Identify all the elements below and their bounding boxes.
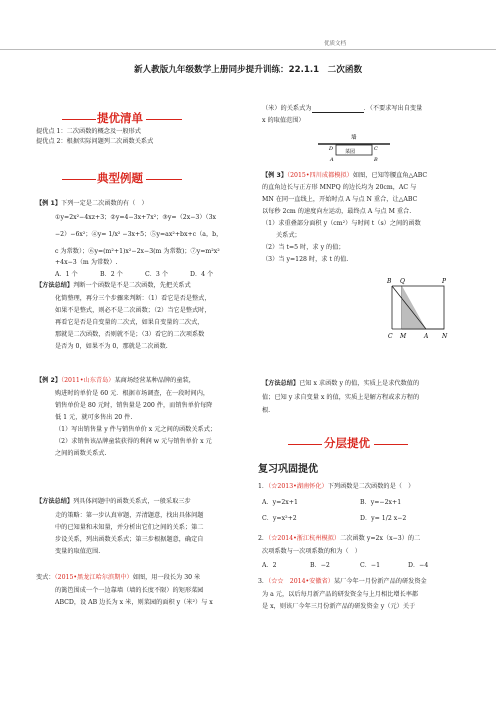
q1-option-d[interactable]: D．y= 1/2 x−2 <box>360 515 407 522</box>
example-1-line-2: −2）−6x²；④y= 1/x² −3x+5；⑤y=ax²+bx+c（a，b， <box>55 231 223 238</box>
garden-figure <box>318 132 390 162</box>
example-3-line: 如图，已知等腰直角△ABC <box>352 172 428 179</box>
label-B: B <box>387 278 392 285</box>
section-rule-right <box>146 179 182 180</box>
q3-line: 为 a 元，以后每月新产品的研发资金与上月相比增长率都 <box>262 591 419 598</box>
section-rule-right <box>374 444 408 445</box>
summary-1-line: 化简整理，再分三个步骤来判断：（1）看它是否是整式， <box>55 295 211 302</box>
summary-2-tag: 【方法总结】 <box>36 498 74 505</box>
page-title: 新人教版九年级数学上册同步提升训练：22.1.1 二次函数 <box>133 65 363 75</box>
example-2-question <box>36 376 195 385</box>
answer-blank[interactable] <box>312 106 364 113</box>
example-1-line-4: +4x−3（m 为常数）. <box>55 259 118 266</box>
q2-option-a[interactable]: A．2 <box>262 562 277 569</box>
summary-2-line: 中的已知量和未知量，并分析出它们之间的关系；第二 <box>55 524 204 531</box>
question-2 <box>258 534 420 543</box>
header-label: 优质文档 <box>323 41 346 47</box>
triangle-square-figure <box>384 272 454 342</box>
q1-option-a[interactable]: A．y=2x+1 <box>262 499 298 506</box>
question-3 <box>258 577 427 586</box>
example-1-option-c[interactable]: C．3 个 <box>145 271 169 278</box>
example-1-option-b[interactable]: B．2 个 <box>100 271 123 278</box>
section-rule-left <box>62 179 96 180</box>
label-A: A <box>424 333 429 340</box>
q1-option-c[interactable]: C．y=x²+2 <box>262 515 297 522</box>
example-2-tag: 【例 2】 <box>36 377 62 384</box>
method-summary-1 <box>36 281 191 290</box>
summary-3-line: 根. <box>262 407 271 414</box>
variant-line: ABCD，设 AB 边长为 x 米，则菜园的面积 y（米²）与 x <box>55 599 213 606</box>
example-1-prompt: 下列一定是二次函数的有（ ） <box>61 200 148 207</box>
example-2-line: 销售单价是 80 元时，销售量是 200 件，而销售单价每降 <box>55 402 213 409</box>
example-1-line-3: c 为常数）；⑥y=(m²+1)x²−2x−3(m 为常数)；⑦y=m²x² <box>55 248 220 255</box>
summary-2-line: 变量的取值范围. <box>55 548 101 555</box>
q1-option-b[interactable]: B．y=−2x+1 <box>360 499 402 506</box>
example-3-line: MN 在同一直线上，开始时点 A 与点 N 重合，让△ABC <box>262 196 418 203</box>
q2-number: 2． <box>258 535 269 542</box>
wall-label: 墙 <box>351 135 357 141</box>
example-2-line: （2）求销售该品牌童装获得的利润 w 元与销售单价 x 元 <box>55 438 212 445</box>
garden-label: 菜园 <box>345 149 356 155</box>
label-C: C <box>388 333 393 340</box>
summary-1-line: 如果不是整式，则必不是二次函数；（2）当它是整式时， <box>55 307 211 314</box>
example-3-line: 以每秒 2cm 的速度向左运动，最终点 A 与点 M 重合. <box>262 208 412 215</box>
example-3-line: （3）当 y=128 时，求 t 的值. <box>262 256 349 263</box>
example-3-line: （1）求重叠部分面积 y（cm²）与时间 t（s）之间的函数 <box>262 220 421 227</box>
q2-text: 二次函数 y=2x（x−3）的二 <box>340 535 421 542</box>
variant-question <box>36 573 200 582</box>
q2-source: （☆2014•浙江杭州模拟） <box>268 535 341 542</box>
example-2-line: 购进时的单价是 60 元．根据市场调查，在一段时间内， <box>55 390 210 397</box>
summary-2-line: 步设关系，列出函数关系式；第三步根据题意，确定自 <box>55 536 204 543</box>
label-C: C <box>374 146 378 152</box>
summary-1-line: 那就是二次函数，否则就不是；（3）看它的二次项系数 <box>55 331 205 338</box>
q1-number: 1． <box>258 483 269 490</box>
section-rule-left <box>288 444 322 445</box>
q2-option-c[interactable]: C．−1 <box>360 562 381 569</box>
example-3-tag: 【例 3】 <box>262 172 288 179</box>
example-2-line: 低 1 元，就可多售出 20 件. <box>55 414 133 421</box>
q2-text-2: 次项系数与一次项系数的和为（ ） <box>262 548 361 555</box>
variant-continued <box>262 104 422 113</box>
section-title-examples: 典型例题 <box>97 171 143 185</box>
summary-1-line: 判断一个函数是不是二次函数，先把关系式 <box>73 282 191 289</box>
point-2: 提优点 2：根据实际问题列二次函数关系式 <box>36 138 154 145</box>
summary-3-line: 值；已知 y 求自变量 x 的值，实质上是解方程或求方程的 <box>262 394 420 401</box>
summary-1-line: 是否为 0，如果不为 0，那就是二次函数. <box>55 343 168 350</box>
summary-1-line: 再看它是否是自变量的二次式，如果自变量的二次式， <box>55 319 204 326</box>
q2-option-b[interactable]: B．−2 <box>310 562 330 569</box>
variant-label: 变式： <box>36 574 55 581</box>
example-3-question <box>262 171 427 180</box>
review-heading: 复习巩固提优 <box>258 464 318 475</box>
label-P: P <box>442 278 447 285</box>
example-3-line: （2）当 t=5 时，求 y 的值； <box>262 244 345 251</box>
summary-2-line: 走的策略：第一步认真审题，弄清题意，找出具体问题 <box>55 512 204 519</box>
summary-2-line: 列具体问题中的函数关系式，一般采取三步 <box>73 498 191 505</box>
example-2-line: （1）写出销售量 y 件与销售单价 x 元之间的函数关系式； <box>55 426 217 433</box>
example-3-line: 的直角边长与正方形 MNPQ 的边长均为 20cm，AC 与 <box>262 184 417 191</box>
question-1 <box>258 482 414 491</box>
variant-continued-2: x 的取值范围） <box>262 117 305 124</box>
section-rule-right <box>146 119 182 120</box>
header-divider <box>0 49 496 50</box>
label-M: M <box>400 333 407 340</box>
example-3-source: （2015•四川成都模拟） <box>287 172 353 179</box>
example-2-line: 之间的函数关系式. <box>55 450 107 457</box>
point-1: 提优点 1：二次函数的概念及一般形式 <box>36 128 141 135</box>
variant-source: （2015•黑龙江哈尔滨期中） <box>54 574 133 581</box>
label-B: B <box>374 157 378 162</box>
q3-number: 3． <box>258 578 269 585</box>
section-title-checklist: 提优清单 <box>97 111 143 125</box>
q3-line: 是 x，则该厂今年三月份新产品的研发资金 y（元）关于 <box>262 603 416 610</box>
summary-1-tag: 【方法总结】 <box>36 282 74 289</box>
q1-text: 下列函数是二次函数的是（ ） <box>327 483 415 490</box>
label-A: A <box>330 157 334 162</box>
example-2-line: 某商场经营某种品牌的童装， <box>114 377 195 384</box>
method-summary-2 <box>36 497 191 506</box>
label-N: N <box>442 333 448 340</box>
summary-3-tag: 【方法总结】 <box>262 380 300 387</box>
example-1-option-d[interactable]: D．4 个 <box>190 271 214 278</box>
variant-line: 如图，用一段长为 30 米 <box>132 574 201 581</box>
example-3-line: 关系式； <box>276 232 301 239</box>
example-1-question <box>36 199 148 208</box>
q1-source: （☆2013•湖南怀化） <box>268 483 328 490</box>
example-1-line-1: ①y=2x²−4xz+3；②y=4−3x+7x²；③y=（2x−3）（3x <box>55 214 217 221</box>
q3-source: （☆☆ 2014•安徽省） <box>268 578 334 585</box>
example-2-source: （2011•山东青岛） <box>61 377 115 384</box>
summary-3-line: 已知 x 求函数 y 的值，实质上是求代数值的 <box>299 380 420 387</box>
variant-line: 的篱笆围成一个一边靠墙（墙的长度不限）的矩形菜园 <box>55 587 204 594</box>
label-D: D <box>329 146 334 152</box>
q3-line: 某厂今年一月份新产品的研发资金 <box>333 578 427 585</box>
example-1-tag: 【例 1】 <box>36 200 62 207</box>
overlap-region <box>402 286 426 329</box>
variant-cont-text: ．（不要求写出自变量 <box>363 105 423 112</box>
section-title-tiered: 分层提优 <box>324 436 370 450</box>
q2-option-d[interactable]: D．−4 <box>408 562 429 569</box>
method-summary-3 <box>262 379 419 388</box>
section-rule-left <box>62 119 96 120</box>
example-1-option-a[interactable]: A．1 个 <box>55 271 78 278</box>
label-Q: Q <box>400 278 405 285</box>
variant-cont-text: （米）的关系式为 <box>262 105 312 112</box>
